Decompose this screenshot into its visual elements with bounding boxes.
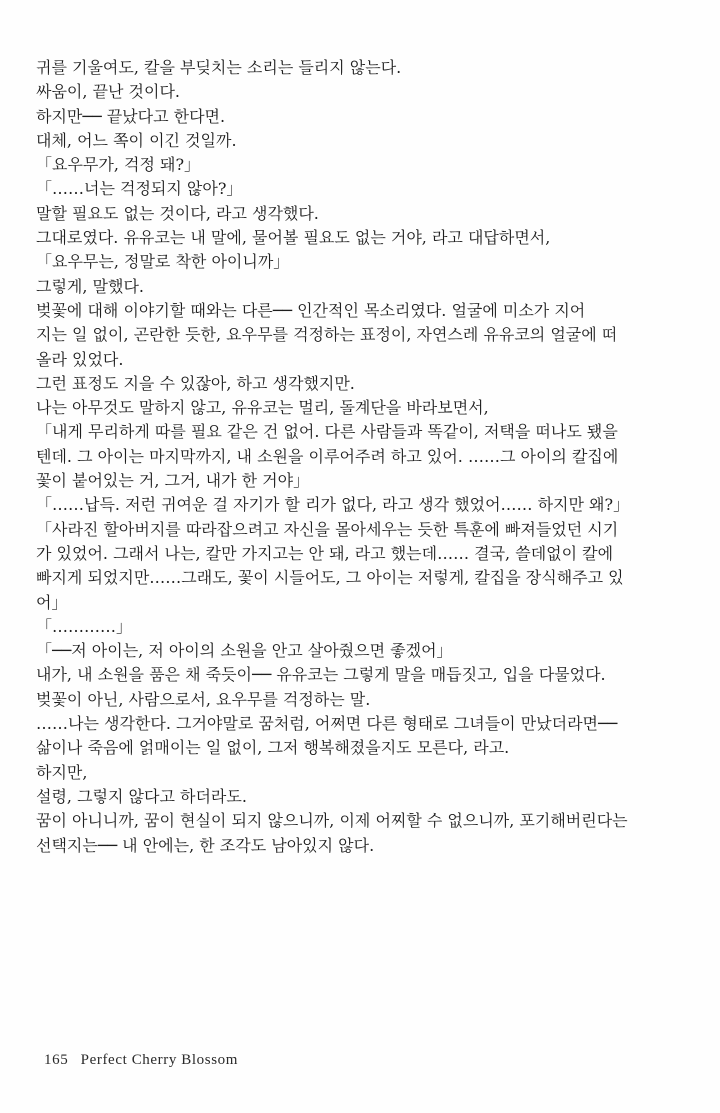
text-line: 「내게 무리하게 따를 필요 같은 건 없어. 다른 사람들과 똑같이, 저택을 떠나도 됐을: [36, 422, 618, 442]
text-line: 삶이나 죽음에 얽매이는 일 없이, 그저 행복해졌을지도 모른다, 라고.: [36, 738, 510, 758]
text-line: 「──저 아이는, 저 아이의 소원을 안고 살아줬으면 좋겠어」: [36, 641, 453, 661]
text-line: 꿈이 아니니까, 꿈이 현실이 되지 않으니까, 이제 어찌할 수 없으니까, 포기해버린다는: [36, 811, 628, 831]
text-line: 나는 아무것도 말하지 않고, 유유코는 멀리, 돌계단을 바라보면서,: [36, 398, 489, 418]
page-footer: [44, 1052, 238, 1069]
text-line: 「요우무가, 걱정 돼?」: [36, 155, 201, 175]
text-line: 꽃이 붙어있는 거, 그거, 내가 한 거야」: [36, 471, 310, 491]
text-line: 지는 일 없이, 곤란한 듯한, 요우무를 걱정하는 표정이, 자연스레 유유코의 얼굴에 떠: [36, 325, 618, 345]
text-line: 「……너는 걱정되지 않아?」: [36, 179, 243, 199]
text-line: 그렇게, 말했다.: [36, 276, 144, 296]
text-line: 말할 필요도 없는 것이다, 라고 생각했다.: [36, 203, 319, 223]
text-line: 벚꽃에 대해 이야기할 때와는 다른── 인간적인 목소리였다. 얼굴에 미소가 지어: [36, 300, 586, 320]
text-line: 빠지게 되었지만……그래도, 꽃이 시들어도, 그 아이는 저렇게, 칼집을 장식해주고 있: [36, 568, 624, 588]
text-line: 어」: [36, 592, 68, 612]
text-line: 귀를 기울여도, 칼을 부딪치는 소리는 들리지 않는다.: [36, 58, 402, 77]
text-line: 가 있었어. 그래서 나는, 칼만 가지고는 안 돼, 라고 했는데…… 결국, 쓸데없이 칼에: [36, 543, 614, 563]
text-line: 「……납득. 저런 귀여운 걸 자기가 할 리가 없다, 라고 생각 했었어…… 하지만 왜?」: [36, 495, 630, 515]
text-line: 설령, 그렇지 않다고 하더라도.: [36, 786, 247, 806]
text-line: 그런 표정도 지을 수 있잖아, 하고 생각했지만.: [36, 373, 355, 393]
page-number: 165: [44, 1052, 69, 1068]
text-line: 「요우무는, 정말로 착한 아이니까」: [36, 252, 290, 272]
page-body-text: [36, 56, 676, 858]
book-title: Perfect Cherry Blossom: [80, 1052, 239, 1068]
text-line: 하지만,: [36, 762, 88, 782]
text-line: 「사라진 할아버지를 따라잡으려고 자신을 몰아세우는 듯한 특훈에 빠져들었던 시기: [36, 519, 619, 539]
text-line: 싸움이, 끝난 것이다.: [36, 82, 180, 102]
text-line: 올라 있었다.: [36, 349, 124, 369]
text-line: ……나는 생각한다. 그거야말로 꿈처럼, 어쩌면 다른 형태로 그녀들이 만났더라면──: [36, 714, 618, 734]
text-line: 대체, 어느 쪽이 이긴 것일까.: [36, 130, 237, 150]
text-line: 내가, 내 소원을 품은 채 죽듯이── 유유코는 그렇게 말을 매듭짓고, 입을 다물었다.: [36, 665, 606, 685]
text-line: 하지만── 끝났다고 한다면.: [36, 106, 226, 126]
text-line: 그대로였다. 유유코는 내 말에, 물어볼 필요도 없는 거야, 라고 대답하면서,: [36, 228, 551, 248]
text-line: 텐데. 그 아이는 마지막까지, 내 소원을 이루어주려 하고 있어. ……그 아이의 칼집에: [36, 446, 619, 466]
text-line: 벚꽃이 아닌, 사람으로서, 요우무를 걱정하는 말.: [36, 689, 371, 709]
text-line: 선택지는── 내 안에는, 한 조각도 남아있지 않다.: [36, 835, 375, 855]
text-line: 「…………」: [36, 616, 133, 636]
